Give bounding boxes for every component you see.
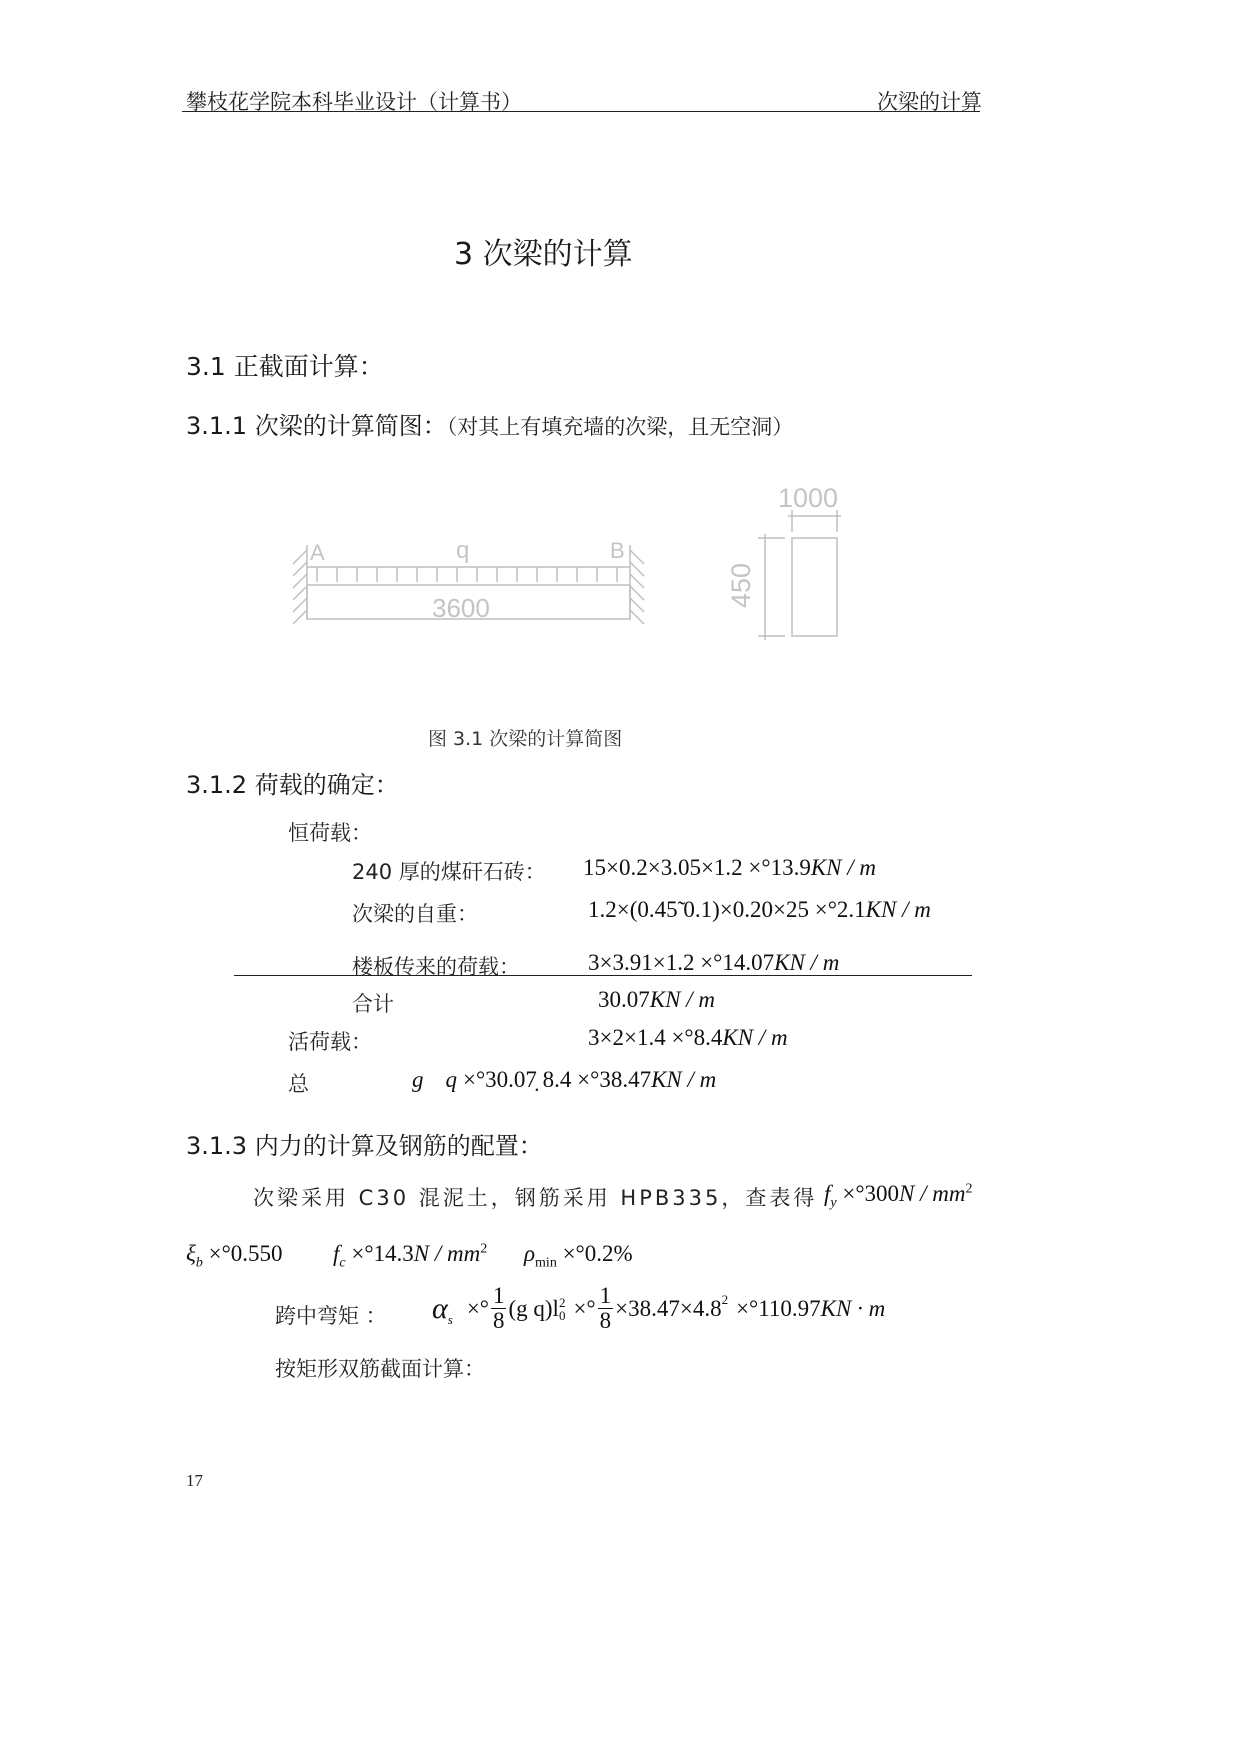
xi-symbol: ξ (186, 1241, 196, 1266)
fy-symbol: f (824, 1181, 831, 1206)
rho-expression (524, 1241, 633, 1272)
moment-expr2: ×38.47×4.8 (615, 1295, 722, 1321)
load-unit-1: KN / m (810, 855, 877, 880)
beam-drawing (293, 510, 841, 640)
fraction-2-num: 1 (599, 1283, 612, 1308)
load-unit-2: KN / m (865, 897, 931, 922)
label-a: A (310, 540, 325, 565)
fc-value: ×°14.3 (351, 1241, 414, 1266)
fy-sub: y (830, 1195, 837, 1211)
load-formula-2 (588, 897, 931, 923)
fc-expression (333, 1241, 487, 1272)
section-3-1-1-title (186, 406, 793, 441)
load-name-1: 240 厚的煤矸石砖： (352, 860, 546, 884)
section-3-1-2-title: 3.1.2 荷载的确定： (186, 771, 399, 799)
xi-sub: b (195, 1255, 203, 1271)
live-load-label: 活荷载： (288, 1030, 372, 1054)
header-left: 攀枝花学院本科毕业设计（计算书） (186, 90, 522, 114)
width-dimension: 1000 (778, 483, 839, 513)
sum-label: 合计 (352, 992, 394, 1016)
last-line: 按矩形双筋截面计算： (275, 1357, 485, 1381)
right-wall-hatch (630, 550, 644, 624)
load-unit-3: KN / m (774, 950, 840, 975)
dead-load-label: 恒荷载： (288, 821, 372, 845)
rho-symbol: ρ (524, 1241, 536, 1266)
section-3-1-title: 3.1 正截面计算： (186, 352, 384, 381)
fc-sub: c (339, 1255, 346, 1271)
sum-unit: KN / m (649, 987, 715, 1012)
fc-exp: 2 (480, 1241, 488, 1257)
page-number: 17 (186, 1471, 203, 1490)
load-name-2: 次梁的自重： (352, 902, 478, 926)
total-formula (412, 1067, 716, 1093)
load-formula-2-expr: 1.2×(0.45̃ 0.1)×0.20×25 ×°2.1 (588, 897, 866, 922)
moment-expr1-sup: 2 (558, 1294, 566, 1310)
label-b: B (610, 538, 625, 563)
total-expr: ×°30.07̣ 8.4 ×°38.47 (463, 1067, 652, 1092)
xi-expression (186, 1241, 283, 1272)
moment-expr1-sub: 0 (558, 1307, 566, 1323)
total-label: 总 (288, 1072, 309, 1096)
beam-diagram (280, 470, 880, 660)
left-wall-hatch (293, 550, 307, 624)
figure-caption: 图 3.1 次梁的计算简图 (428, 728, 623, 750)
sum-value: 30.07 (598, 987, 650, 1012)
moment-eq2: ×° (573, 1295, 596, 1321)
fy-expression (824, 1181, 972, 1212)
live-formula-expr: 3×2×1.4 ×°8.4 (588, 1025, 723, 1050)
materials-text: 次梁采用 C30 混泥土，钢筋采用 HPB335，查表得 (253, 1186, 818, 1210)
total-g: g (412, 1067, 424, 1092)
section-3-1-1-heading: 3.1.1 次梁的计算简图： (186, 412, 447, 440)
moment-label: 跨中弯矩 ： (275, 1304, 387, 1328)
section-3-1-3-title: 3.1.3 内力的计算及钢筋的配置： (186, 1132, 543, 1160)
fraction-2-den: 8 (599, 1308, 612, 1334)
load-formula-1-expr: 15×0.2×3.05×1.2 ×°13.9 (583, 855, 811, 880)
fc-unit: N / mm (413, 1241, 481, 1266)
load-formula-1 (583, 855, 876, 881)
fraction-1-den: 8 (492, 1308, 505, 1334)
fraction-1-num: 1 (492, 1283, 505, 1308)
moment-expr1: (g q)l (508, 1295, 559, 1321)
total-unit: KN / m (651, 1067, 717, 1092)
section-rect (792, 538, 837, 636)
live-unit: KN / m (722, 1025, 788, 1050)
label-q: q (456, 537, 470, 564)
rho-sub: min (535, 1255, 557, 1271)
chapter-title: 3 次梁的计算 (454, 237, 633, 272)
header-rule (182, 111, 980, 112)
fy-value: ×°300 (842, 1181, 900, 1206)
live-formula (588, 1025, 788, 1051)
load-formula-3 (588, 950, 839, 976)
load-name-3: 楼板传来的荷载： (352, 955, 520, 979)
fc-symbol: f (333, 1241, 340, 1266)
header-right: 次梁的计算 (877, 90, 982, 114)
moment-eq1: ×° (466, 1295, 489, 1321)
fraction-2 (598, 1284, 614, 1333)
sum-rule (234, 975, 972, 976)
moment-unit: KN · m (820, 1295, 886, 1321)
fy-unit: N / mm (899, 1181, 966, 1206)
moment-result: ×°110.97 (736, 1295, 821, 1321)
fraction-1 (491, 1284, 507, 1333)
alpha-sub: s (447, 1311, 453, 1327)
sum-formula (598, 987, 715, 1013)
rho-value: ×°0.2% (562, 1241, 633, 1266)
section-3-1-1-note: （对其上有填充墙的次梁，且无空洞） (446, 415, 794, 439)
span-dimension: 3600 (432, 593, 490, 623)
fy-exp: 2 (965, 1181, 973, 1197)
xi-value: ×°0.550 (208, 1241, 283, 1266)
total-q: q (445, 1067, 457, 1092)
load-arrows (317, 567, 617, 582)
load-formula-3-expr: 3×3.91×1.2 ×°14.07 (588, 950, 775, 975)
moment-expr2-sup: 2 (721, 1292, 729, 1307)
height-dimension: 450 (726, 562, 756, 608)
moment-formula (432, 1284, 885, 1333)
alpha-symbol: α (432, 1291, 448, 1325)
